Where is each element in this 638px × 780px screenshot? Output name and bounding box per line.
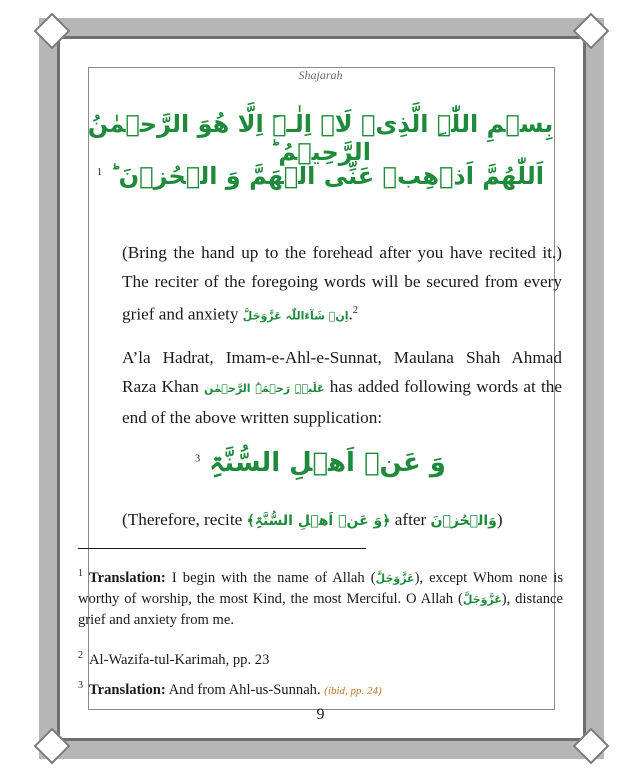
arabic-dua: اَللّٰھُمَّ اَذۡھِبۡ عَنِّی الۡھَمَّ وَ الۡحُزۡنَ ؕ bbox=[110, 162, 545, 190]
paragraph-recite bbox=[122, 505, 562, 536]
page-number: 9 bbox=[316, 706, 325, 723]
inline-arabic-azza-wa-jal: عَزَّوَجَلَّ bbox=[462, 592, 502, 606]
paragraph-instruction: (Bring the hand up to the forehead after you have recited it.) The reciter of the foregoing words will be secured from every grief and anxiety اِنۡ شَآءَاللّٰہ عَزَّوَجَلَّ.$^2$ bbox=[122, 243, 562, 324]
recite-suffix: ) bbox=[496, 510, 503, 529]
arabic-bismillah: بِسۡمِ اللّٰہِ الَّذِیۡ لَاۤ اِلٰـہَ اِلَّا ھُوَ الرَّحۡمٰنُ الرَّحِیۡمُ ؕ bbox=[87, 110, 554, 166]
footnote-1 bbox=[78, 563, 563, 631]
running-head: Shajarah bbox=[298, 68, 343, 82]
footnote-text: I begin with the name of Allah ( bbox=[171, 569, 376, 586]
arabic-dua-line bbox=[78, 162, 563, 190]
footnote-2 bbox=[78, 645, 563, 671]
inline-arabic-inshaallah: اِنۡ شَآءَاللّٰہ عَزَّوَجَلَّ bbox=[242, 309, 349, 323]
recite-middle: after bbox=[394, 510, 427, 529]
inline-arabic-addition: ﴿وَ عَنۡ اَھۡلِ السُّنَّۃِ﴾ bbox=[246, 513, 391, 529]
footnote-marker-2: 2 bbox=[352, 305, 358, 316]
inline-arabic-huzn: وَالۡحُزۡنَ bbox=[430, 513, 497, 529]
footnote-label: Translation: bbox=[89, 681, 166, 698]
footnote-reference: (ibid, pp. 24) bbox=[324, 684, 382, 697]
footnote-number: 1 bbox=[78, 568, 83, 579]
paragraph-ala-hadrat-text-before: A’la Hadrat, Imam-e-Ahl-e-Sunnat, Maulana Shah Ahmad Raza Khan bbox=[122, 348, 562, 396]
footnote-divider bbox=[78, 548, 366, 549]
footnote-label: Translation: bbox=[89, 569, 166, 586]
footnote-number: 3 bbox=[78, 680, 83, 691]
footnote-text: Al-Wazifa-tul-Karimah, pp. 23 bbox=[89, 651, 270, 668]
page-content bbox=[78, 58, 563, 726]
footnote-number: 2 bbox=[78, 650, 83, 661]
recite-prefix: (Therefore, recite bbox=[122, 510, 243, 529]
footnote-3 bbox=[78, 675, 563, 702]
footnote-text: And from Ahl-us-Sunnah. bbox=[168, 681, 321, 698]
footnote-marker-1: 1 bbox=[96, 167, 102, 178]
footnote-text: ), except Whom none is worthy of worship, the most Kind, the most Merciful. O Allah ( bbox=[78, 569, 563, 607]
arabic-addition: وَ عَنۡ اَھۡلِ السُّنَّۃِ bbox=[209, 448, 446, 478]
arabic-addition-line bbox=[78, 448, 563, 478]
paragraph-ala-hadrat-text-after: has added following words at the end of the above written supplication: bbox=[122, 377, 563, 427]
footnote-marker-3: 3 bbox=[195, 453, 201, 465]
paragraph-instruction-text: (Bring the hand up to the forehead after you have recited it.) The reciter of the foregoing words will be secured from every grief and anxiety bbox=[122, 243, 562, 324]
paragraph-ala-hadrat bbox=[122, 343, 562, 432]
footnote-text: ), distance grief and anxiety from me. bbox=[78, 590, 563, 628]
inline-arabic-azza-wa-jal: عَزَّوَجَلَّ bbox=[375, 571, 415, 585]
inline-arabic-rahmah: عَلَیۡہِ رَحۡمَۃُ الرَّحۡمٰن bbox=[204, 382, 325, 395]
